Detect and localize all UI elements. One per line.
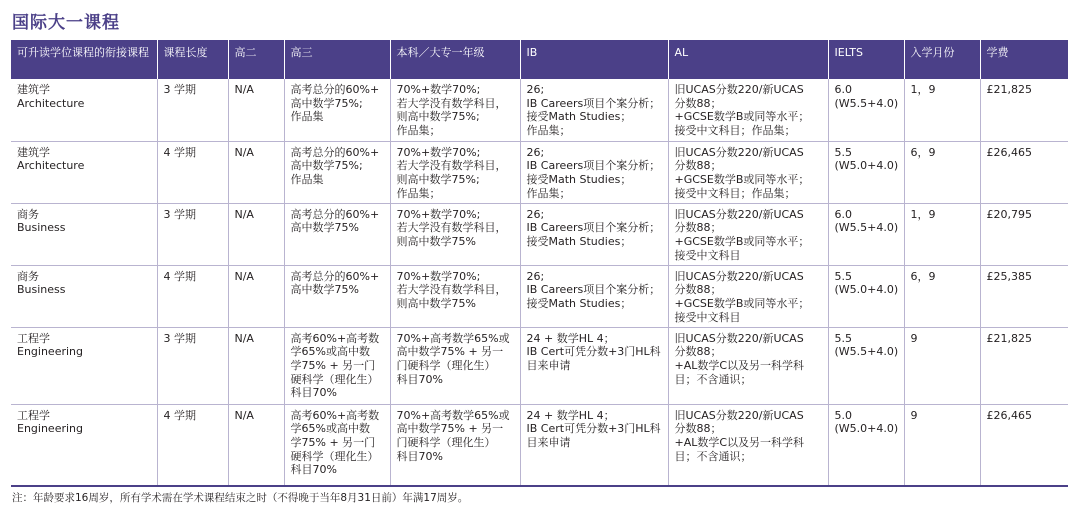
cell-course: 建筑学 Architecture <box>11 79 157 141</box>
cell-ielts: 5.5 (W5.5+4.0) <box>828 327 904 404</box>
header-grade-11: 高二 <box>228 40 284 79</box>
table-row <box>11 141 1068 203</box>
page-title: 国际大一课程 <box>12 13 120 33</box>
cell-undergrad: 70%+高考数学65%或 高中数学75% + 另一 门硬科学（理化生） 科目70% <box>390 327 520 404</box>
table-row <box>11 203 1068 265</box>
cell-tuition: £26,465 <box>980 404 1068 486</box>
cell-ielts: 5.5 (W5.0+4.0) <box>828 141 904 203</box>
cell-grade-12: 高考总分的60%+ 高中数学75% <box>284 265 390 327</box>
cell-grade-12: 高考总分的60%+ 高中数学75%; 作品集 <box>284 79 390 141</box>
header-grade-12: 高三 <box>284 40 390 79</box>
header-row <box>11 40 1068 79</box>
cell-grade-11: N/A <box>228 141 284 203</box>
cell-al: 旧UCAS分数220/新UCAS 分数88； +AL数学C以及另一科学科 目；不含通识； <box>668 327 828 404</box>
cell-length: 4 学期 <box>157 141 228 203</box>
cell-tuition: £26,465 <box>980 141 1068 203</box>
cell-al: 旧UCAS分数220/新UCAS 分数88； +GCSE数学B或同等水平； 接受中文科目；作品集； <box>668 79 828 141</box>
cell-ib: 24 + 数学HL 4； IB Cert可凭分数+3门HL科 目来申请 <box>520 404 668 486</box>
cell-tuition: £21,825 <box>980 327 1068 404</box>
cell-course: 工程学 Engineering <box>11 404 157 486</box>
cell-intake: 1，9 <box>904 203 980 265</box>
cell-ib: 24 + 数学HL 4； IB Cert可凭分数+3门HL科 目来申请 <box>520 327 668 404</box>
cell-tuition: £20,795 <box>980 203 1068 265</box>
cell-ielts: 6.0 (W5.5+4.0) <box>828 203 904 265</box>
cell-undergrad: 70%+数学70%; 若大学没有数学科目， 则高中数学75% <box>390 265 520 327</box>
cell-grade-12: 高考60%+高考数 学65%或高中数 学75% + 另一门 硬科学（理化生） 科目70% <box>284 327 390 404</box>
cell-intake: 9 <box>904 327 980 404</box>
cell-intake: 6，9 <box>904 141 980 203</box>
cell-course: 建筑学 Architecture <box>11 141 157 203</box>
header-bridge-course: 可升读学位课程的衔接课程 <box>11 40 157 79</box>
cell-al: 旧UCAS分数220/新UCAS 分数88； +GCSE数学B或同等水平； 接受中文科目 <box>668 203 828 265</box>
cell-intake: 9 <box>904 404 980 486</box>
cell-grade-12: 高考总分的60%+ 高中数学75% <box>284 203 390 265</box>
cell-al: 旧UCAS分数220/新UCAS 分数88； +GCSE数学B或同等水平； 接受中文科目 <box>668 265 828 327</box>
cell-undergrad: 70%+数学70%; 若大学没有数学科目， 则高中数学75% <box>390 203 520 265</box>
cell-ielts: 5.0 (W5.0+4.0) <box>828 404 904 486</box>
cell-ielts: 6.0 (W5.5+4.0) <box>828 79 904 141</box>
cell-ib: 26; IB Careers项目个案分析； 接受Math Studies； 作品集； <box>520 141 668 203</box>
table-row <box>11 327 1068 404</box>
header-ielts: IELTS <box>828 40 904 79</box>
cell-grade-12: 高考总分的60%+ 高中数学75%; 作品集 <box>284 141 390 203</box>
cell-ib: 26; IB Careers项目个案分析； 接受Math Studies； <box>520 203 668 265</box>
cell-length: 3 学期 <box>157 79 228 141</box>
cell-tuition: £25,385 <box>980 265 1068 327</box>
footnote: 注：年龄要求16周岁，所有学术需在学术课程结束之时（不得晚于当年8月31日前）年满17周岁。 <box>12 492 469 504</box>
cell-grade-11: N/A <box>228 265 284 327</box>
cell-tuition: £21,825 <box>980 79 1068 141</box>
cell-intake: 1，9 <box>904 79 980 141</box>
cell-length: 4 学期 <box>157 265 228 327</box>
cell-ib: 26; IB Careers项目个案分析； 接受Math Studies； 作品集； <box>520 79 668 141</box>
cell-undergrad: 70%+数学70%; 若大学没有数学科目， 则高中数学75%; 作品集； <box>390 79 520 141</box>
cell-undergrad: 70%+数学70%; 若大学没有数学科目， 则高中数学75%; 作品集； <box>390 141 520 203</box>
cell-course: 商务 Business <box>11 203 157 265</box>
cell-al: 旧UCAS分数220/新UCAS 分数88； +AL数学C以及另一科学科 目；不含通识； <box>668 404 828 486</box>
header-course-length: 课程长度 <box>157 40 228 79</box>
cell-ielts: 5.5 (W5.0+4.0) <box>828 265 904 327</box>
course-table <box>11 40 1068 487</box>
table-row <box>11 79 1068 141</box>
cell-al: 旧UCAS分数220/新UCAS 分数88； +GCSE数学B或同等水平； 接受中文科目；作品集； <box>668 141 828 203</box>
cell-undergrad: 70%+高考数学65%或 高中数学75% + 另一 门硬科学（理化生） 科目70% <box>390 404 520 486</box>
header-tuition: 学费 <box>980 40 1068 79</box>
table-row <box>11 404 1068 486</box>
cell-ib: 26; IB Careers项目个案分析； 接受Math Studies； <box>520 265 668 327</box>
header-undergrad-year1: 本科／大专一年级 <box>390 40 520 79</box>
cell-grade-11: N/A <box>228 203 284 265</box>
cell-length: 4 学期 <box>157 404 228 486</box>
cell-grade-12: 高考60%+高考数 学65%或高中数 学75% + 另一门 硬科学（理化生） 科目70% <box>284 404 390 486</box>
cell-grade-11: N/A <box>228 79 284 141</box>
cell-grade-11: N/A <box>228 327 284 404</box>
cell-course: 工程学 Engineering <box>11 327 157 404</box>
cell-grade-11: N/A <box>228 404 284 486</box>
table-row <box>11 265 1068 327</box>
cell-course: 商务 Business <box>11 265 157 327</box>
header-intake-month: 入学月份 <box>904 40 980 79</box>
header-ib: IB <box>520 40 668 79</box>
header-al: AL <box>668 40 828 79</box>
cell-length: 3 学期 <box>157 203 228 265</box>
cell-intake: 6，9 <box>904 265 980 327</box>
cell-length: 3 学期 <box>157 327 228 404</box>
